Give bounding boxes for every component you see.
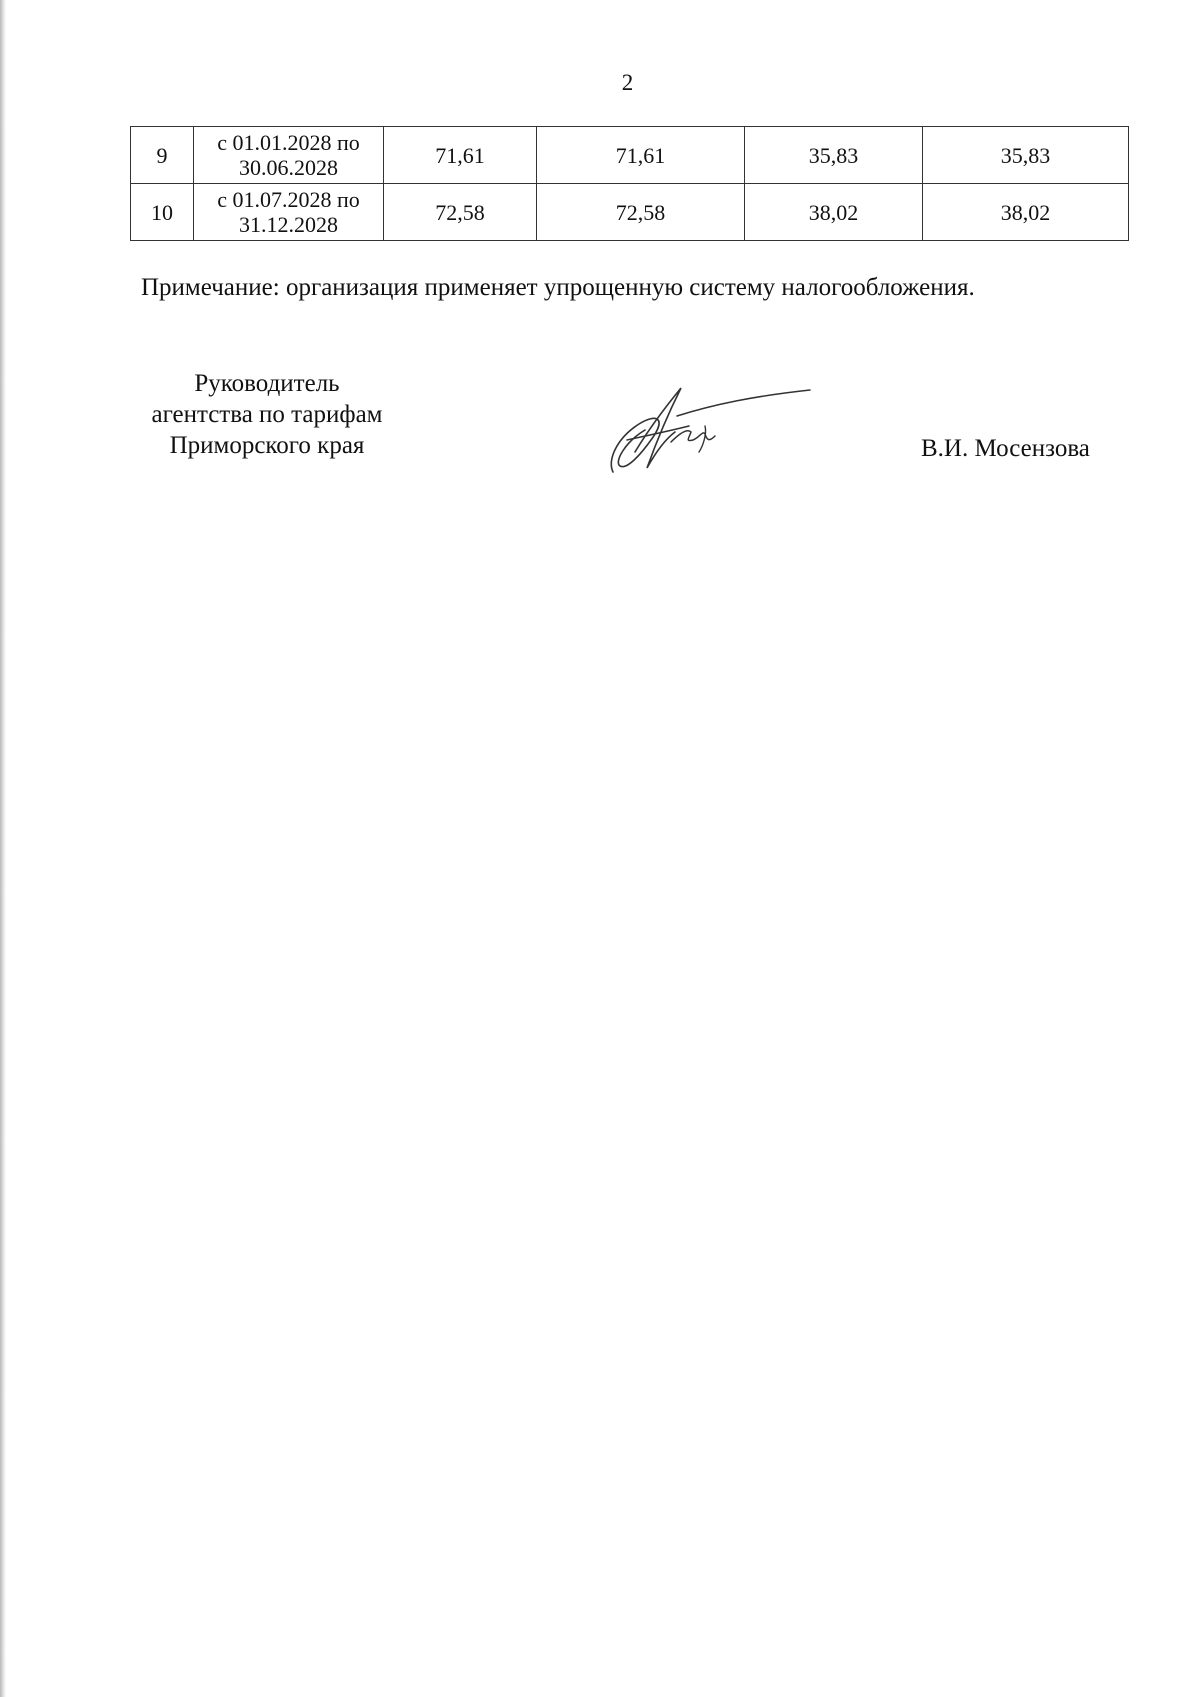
period-start: с 01.07.2028 по [217, 187, 360, 212]
period-end: 31.12.2028 [239, 212, 338, 237]
value-cell: 38,02 [745, 184, 923, 241]
value-cell: 72,58 [537, 184, 745, 241]
value-cell: 71,61 [537, 127, 745, 184]
value-cell: 35,83 [745, 127, 923, 184]
signer-title-line: Руководитель [194, 370, 340, 397]
table-row [131, 127, 1129, 184]
period-end: 30.06.2028 [239, 155, 338, 180]
table-row [131, 184, 1129, 241]
period-start: с 01.01.2028 по [217, 130, 360, 155]
value-cell: 71,61 [384, 127, 537, 184]
note-text: Примечание: организация применяет упрощенную систему налогообложения. [141, 274, 975, 301]
period-cell [194, 127, 384, 184]
value-cell: 35,83 [923, 127, 1129, 184]
row-number-cell: 9 [131, 127, 194, 184]
signer-name: В.И. Мосензова [921, 435, 1090, 462]
period-cell [194, 184, 384, 241]
value-cell: 38,02 [923, 184, 1129, 241]
page-number: 2 [621, 70, 634, 95]
signer-title [126, 368, 408, 461]
value-cell: 72,58 [384, 184, 537, 241]
row-number-cell: 10 [131, 184, 194, 241]
handwritten-signature-icon [605, 380, 825, 480]
signer-title-line: Приморского края [169, 432, 365, 459]
scan-edge [0, 0, 6, 1697]
tariff-table [130, 126, 1129, 241]
signer-title-line: агентства по тарифам [151, 401, 383, 428]
